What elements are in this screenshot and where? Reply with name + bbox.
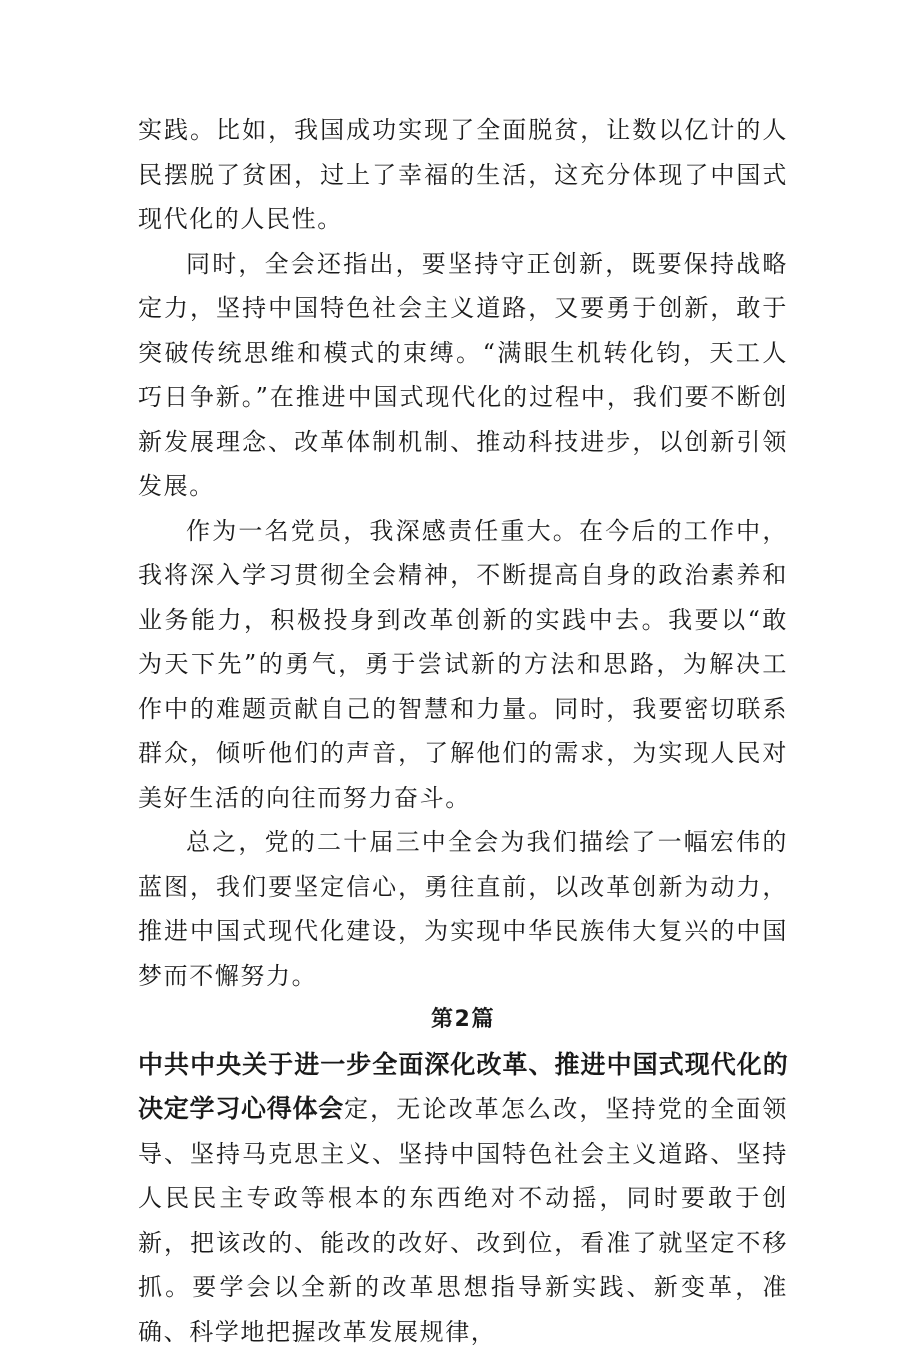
document-body: [138, 108, 788, 1354]
paragraph-3: 作为一名党员，我深感责任重大。在今后的工作中，我将深入学习贯彻全会精神，不断提高自身的政治素养和业务能力，积极投身到改革创新的实践中去。我要以“敢为天下先”的勇气，勇于尝试新的方法和思路，为解决工作中的难题贡献自己的智慧和力量。同时，我要密切联系群众，倾听他们的声音，了解他们的需求，为实现人民对美好生活的向往而努力奋斗。: [138, 509, 788, 821]
paragraph-2: 同时，全会还指出，要坚持守正创新，既要保持战略定力，坚持中国特色社会主义道路，又要勇于创新，敢于突破传统思维和模式的束缚。“满眼生机转化钧，天工人巧日争新。”在推进中国式现代化的过程中，我们要不断创新发展理念、改革体制机制、推动科技进步，以创新引领发展。: [138, 242, 788, 509]
article-heading: 中共中央关于进一步全面深化改革、推进中国式现代化的决定学习心得体会: [138, 1050, 788, 1124]
paragraph-4: 总之，党的二十届三中全会为我们描绘了一幅宏伟的蓝图，我们要坚定信心，勇往直前，以改革创新为动力，推进中国式现代化建设，为实现中华民族伟大复兴的中国梦而不懈努力。: [138, 820, 788, 998]
section-title: 第2篇: [138, 998, 788, 1043]
article-paragraph: [138, 1043, 788, 1354]
paragraph-1: 实践。比如，我国成功实现了全面脱贫，让数以亿计的人民摆脱了贫困，过上了幸福的生活，这充分体现了中国式现代化的人民性。: [138, 108, 788, 242]
article-body: 定，无论改革怎么改，坚持党的全面领导、坚持马克思主义、坚持中国特色社会主义道路、坚持人民民主专政等根本的东西绝对不动摇，同时要敢于创新，把该改的、能改的改好、改到位，看准了就坚定不移抓。要学会以全新的改革思想指导新实践、新变革，准确、科学地把握改革发展规律，: [138, 1095, 788, 1346]
